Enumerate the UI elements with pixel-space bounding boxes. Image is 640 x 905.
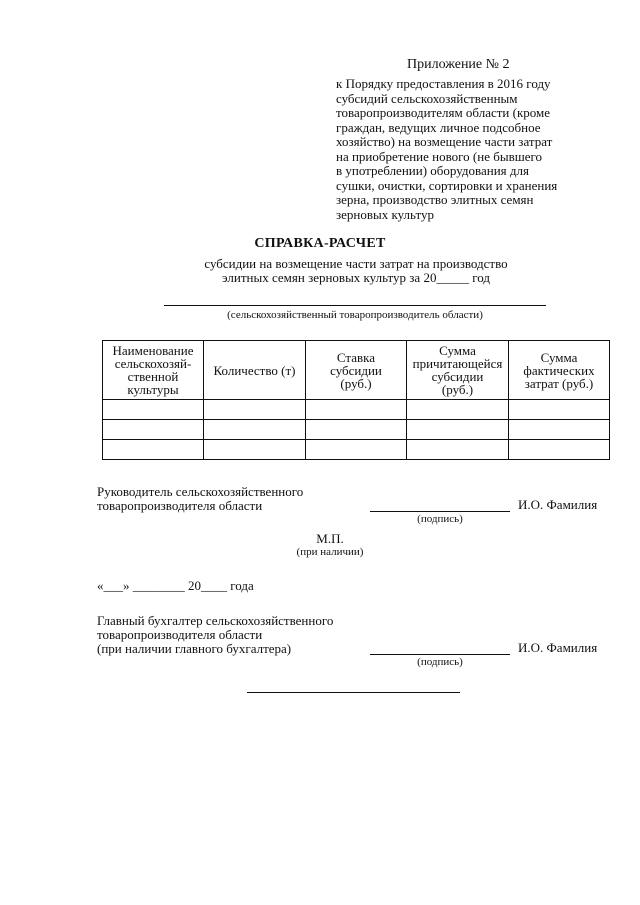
table-cell [407, 420, 509, 440]
head-title: Руководитель сельскохозяйственного товаропроизводителя области [97, 484, 304, 513]
appendix-line: хозяйство) на возмещение части затрат [336, 134, 553, 149]
producer-name-line [164, 305, 546, 306]
accountant-signature-caption: (подпись) [417, 656, 463, 668]
table-row [103, 420, 610, 440]
stamp-label: М.П. [316, 531, 344, 546]
header-crop-name: Наименование сельскохозяй- ственной культуры [103, 341, 204, 400]
appendix-line: к Порядку предоставления в 2016 году [336, 76, 551, 91]
head-signature-caption: (подпись) [417, 513, 463, 525]
table-cell [103, 420, 204, 440]
accountant-title: Главный бухгалтер сельскохозяйственного товаропроизводителя области (при наличии главного бухгалтера) [97, 613, 334, 656]
table-cell [509, 440, 610, 460]
appendix-line: субсидий сельскохозяйственным [336, 90, 518, 106]
appendix-line: сушки, очистки, сортировки и хранения [336, 177, 558, 193]
appendix-line: зерновых культур [336, 206, 434, 222]
table-cell [204, 440, 306, 460]
table-cell [306, 440, 407, 460]
appendix-line: зерна, производство элитных семян [336, 192, 534, 207]
header-subsidy-amount: Сумма причитающейся субсидии (руб.) [407, 341, 509, 400]
head-signature-line [370, 511, 510, 512]
document-subtitle-line1: субсидии на возмещение части затрат на производство [204, 256, 508, 271]
appendix-line: товаропроизводителям области (кроме [336, 105, 551, 120]
table-cell [204, 400, 306, 420]
appendix-text [336, 77, 616, 222]
table-cell [306, 420, 407, 440]
header-actual-costs: Сумма фактических затрат (руб.) [509, 341, 610, 400]
table-cell [103, 400, 204, 420]
calculation-table [102, 340, 610, 460]
document-title: СПРАВКА-РАСЧЕТ [254, 236, 386, 251]
header-rate: Ставка субсидии (руб.) [306, 341, 407, 400]
table-cell [509, 420, 610, 440]
table-cell [407, 440, 509, 460]
closing-rule [247, 692, 460, 693]
table-cell [509, 400, 610, 420]
table-cell [407, 400, 509, 420]
header-quantity: Количество (т) [204, 341, 306, 400]
accountant-signature-line [370, 654, 510, 655]
accountant-name: И.О. Фамилия [518, 640, 598, 655]
table-cell [306, 400, 407, 420]
table-cell [204, 420, 306, 440]
table-row [103, 400, 610, 420]
document-subtitle-line2: элитных семян зерновых культур за 20_____ год [222, 270, 490, 285]
date-line: «___» ________ 20____ года [97, 578, 254, 593]
table-row [103, 440, 610, 460]
producer-caption: (сельскохозяйственный товаропроизводитель области) [227, 309, 483, 321]
appendix-line: в употреблении) оборудования для [336, 163, 529, 178]
head-name: И.О. Фамилия [518, 497, 598, 512]
appendix-title: Приложение № 2 [407, 57, 510, 72]
appendix-line: на приобретение нового (не бывшего [336, 148, 543, 164]
table-header-row [103, 341, 610, 400]
stamp-caption: (при наличии) [296, 546, 364, 558]
table-cell [103, 440, 204, 460]
appendix-line: граждан, ведущих личное подсобное [336, 119, 541, 135]
